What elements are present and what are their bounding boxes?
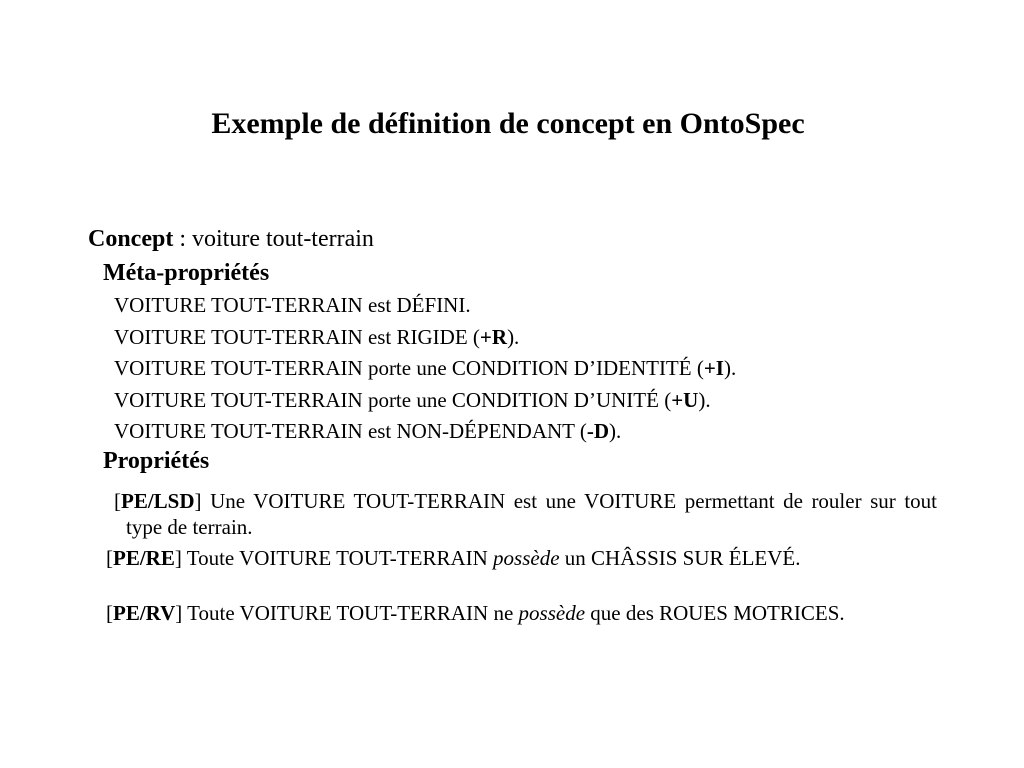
meta-property-text: VOITURE TOUT-TERRAIN est DÉFINI. bbox=[114, 293, 471, 317]
property-text: Toute VOITURE TOUT-TERRAIN ne bbox=[182, 601, 519, 625]
meta-property-text-end: ). bbox=[723, 356, 737, 380]
property-code: PE/RE bbox=[113, 546, 175, 570]
properties-heading: Propriétés bbox=[103, 448, 210, 474]
property-item: [PE/LSD] Une VOITURE TOUT-TERRAIN est une VOITURE permettant de rouler sur tout type de terrain. bbox=[114, 489, 937, 539]
meta-property-item bbox=[114, 322, 736, 354]
property-item: [PE/RV] Toute VOITURE TOUT-TERRAIN ne possède que des ROUES MOTRICES. bbox=[106, 601, 845, 625]
concept-line bbox=[88, 224, 374, 254]
meta-property-text: VOITURE TOUT-TERRAIN est RIGIDE ( bbox=[114, 324, 480, 349]
meta-property-code: +I bbox=[703, 356, 724, 380]
property-text-end: que des ROUES MOTRICES. bbox=[585, 601, 845, 625]
meta-property-item bbox=[114, 290, 736, 322]
meta-property-text-end: ). bbox=[698, 387, 711, 412]
property-italic: possède bbox=[493, 546, 560, 570]
concept-separator: : bbox=[173, 226, 192, 252]
property-text: Toute VOITURE TOUT-TERRAIN bbox=[181, 546, 494, 570]
meta-property-text: VOITURE TOUT-TERRAIN porte une CONDITION D’IDENTITÉ ( bbox=[114, 356, 704, 380]
property-code: PE/RV bbox=[113, 601, 176, 625]
meta-property-item bbox=[114, 353, 736, 385]
meta-property-code: +R bbox=[479, 324, 508, 349]
meta-properties-list bbox=[114, 290, 736, 448]
slide-title: Exemple de définition de concept en OntoSpec bbox=[211, 107, 805, 140]
property-item: [PE/RE] Toute VOITURE TOUT-TERRAIN possède un CHÂSSIS SUR ÉLEVÉ. bbox=[106, 546, 801, 570]
meta-property-item bbox=[114, 416, 736, 448]
meta-property-text-end: ). bbox=[507, 324, 520, 349]
property-italic: possède bbox=[518, 601, 586, 625]
concept-value: voiture tout-terrain bbox=[192, 226, 374, 252]
meta-properties-heading: Méta-propriétés bbox=[103, 260, 270, 286]
property-text: Une VOITURE TOUT-TERRAIN est une VOITURE permettant de rouler sur tout type de terrain. bbox=[126, 489, 937, 539]
meta-property-code: +U bbox=[671, 387, 699, 412]
meta-property-text-end: ). bbox=[609, 419, 622, 443]
meta-property-item bbox=[114, 385, 736, 417]
meta-property-text: VOITURE TOUT-TERRAIN porte une CONDITION D’UNITÉ ( bbox=[114, 387, 672, 412]
meta-property-text: VOITURE TOUT-TERRAIN est NON-DÉPENDANT ( bbox=[114, 419, 587, 443]
concept-label: Concept bbox=[88, 226, 174, 252]
property-text-end: un CHÂSSIS SUR ÉLEVÉ. bbox=[559, 546, 801, 570]
meta-property-code: -D bbox=[586, 419, 610, 443]
property-code: PE/LSD bbox=[121, 489, 195, 513]
